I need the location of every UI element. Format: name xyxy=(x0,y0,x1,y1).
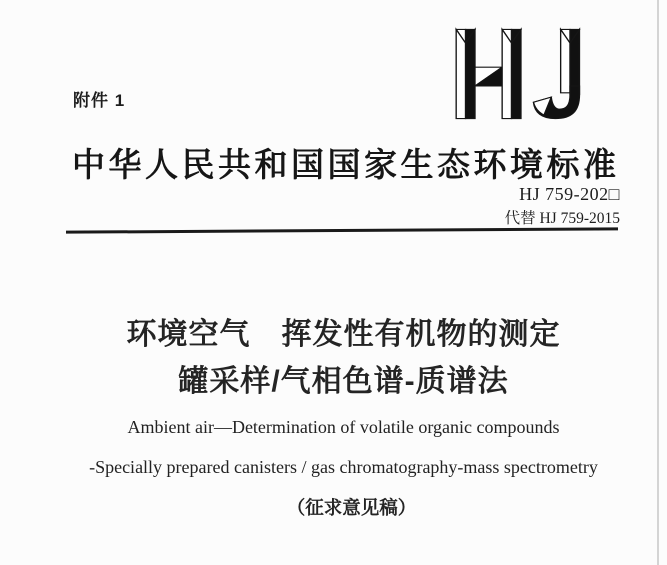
document-title-zh-line2: 罐采样/气相色谱-质谱法 xyxy=(178,365,509,398)
supersedes-note: 代替 HJ 759-2015 xyxy=(504,210,620,227)
scanned-page-edge xyxy=(657,0,659,565)
standard-number: HJ 759-202□ xyxy=(519,184,620,204)
attachment-label: 附件 1 xyxy=(73,91,126,110)
draft-status-note: （征求意见稿） xyxy=(286,497,417,518)
hj-logo-graphic xyxy=(452,26,592,122)
national-standard-title: 中华人民共和国国家生态环境标准 xyxy=(72,148,620,184)
document-title-en-line2: -Specially prepared canisters / gas chromatography-mass spectrometry xyxy=(89,457,598,477)
document-title-en-line1: Ambient air—Determination of volatile organic compounds xyxy=(127,417,560,437)
header-rule xyxy=(66,227,618,233)
document-title-zh-line1: 环境空气 挥发性有机物的测定 xyxy=(126,318,561,351)
hj-standard-logo xyxy=(452,26,592,122)
